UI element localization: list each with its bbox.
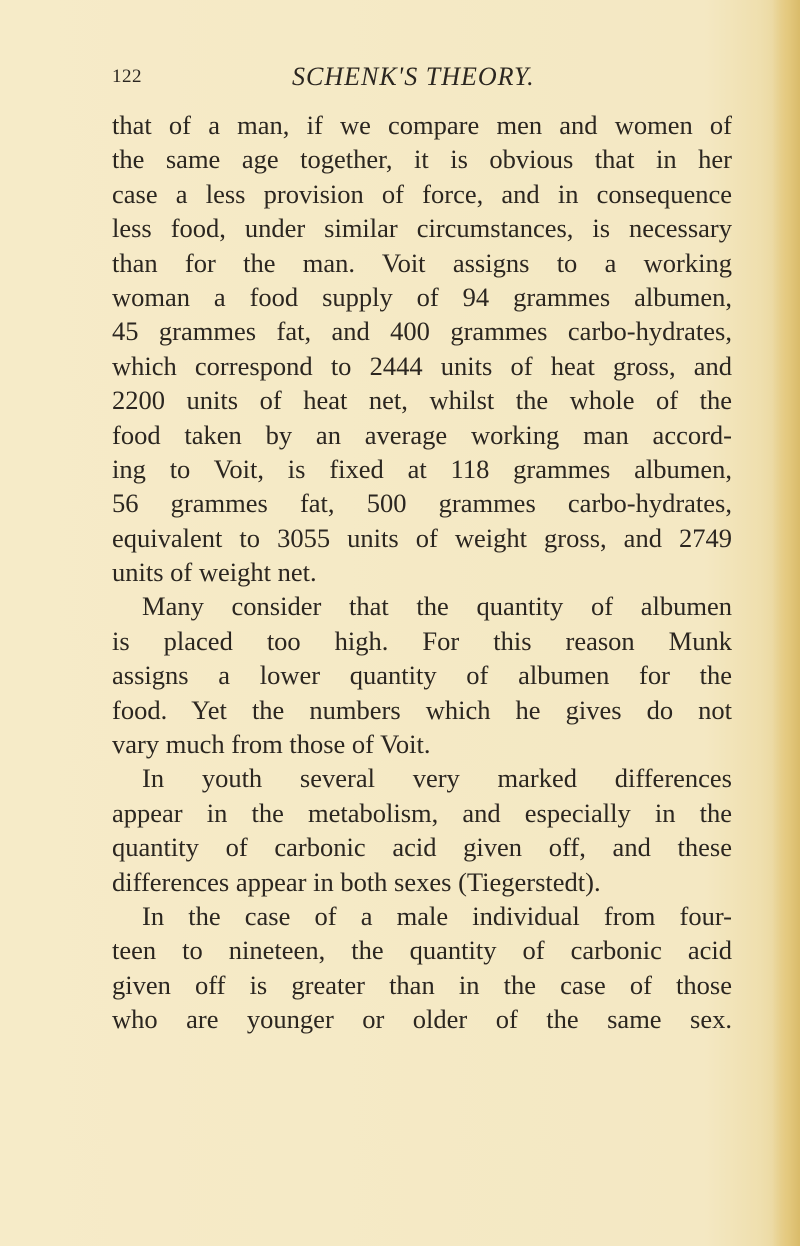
- text-line: 2200 units of heat net, whilst the whole of the: [112, 385, 732, 416]
- text-line: units of weight net.: [112, 557, 317, 588]
- body-text: [112, 108, 732, 1037]
- text-line: appear in the metabolism, and especially in the: [112, 797, 732, 828]
- text-line: the same age together, it is obvious that in her: [112, 144, 732, 175]
- text-line: In the case of a male individual from four-: [142, 900, 732, 931]
- text-line: 56 grammes fat, 500 grammes carbo-hydrates,: [112, 488, 732, 519]
- text-line: woman a food supply of 94 grammes albumen,: [112, 281, 732, 312]
- text-line: which correspond to 2444 units of heat gross, and: [112, 350, 732, 381]
- running-head: SCHENK'S THEORY.: [292, 62, 535, 91]
- text-line: differences appear in both sexes (Tiegerstedt).: [112, 866, 601, 897]
- text-line: than for the man. Voit assigns to a working: [112, 247, 732, 278]
- text-line: teen to nineteen, the quantity of carbonic acid: [112, 935, 732, 966]
- text-line: In youth several very marked differences: [142, 763, 732, 794]
- text-line: is placed too high. For this reason Munk: [112, 625, 732, 656]
- text-line: food taken by an average working man accord-: [112, 419, 732, 450]
- text-line: ing to Voit, is fixed at 118 grammes albumen,: [112, 453, 732, 484]
- page-header: [112, 62, 752, 98]
- text-line: food. Yet the numbers which he gives do not: [112, 694, 732, 725]
- text-line: given off is greater than in the case of those: [112, 969, 732, 1000]
- text-line: vary much from those of Voit.: [112, 729, 431, 760]
- text-line: less food, under similar circumstances, is necessary: [112, 213, 732, 244]
- page-edge: [772, 0, 800, 1246]
- text-line: case a less provision of force, and in consequence: [112, 178, 732, 209]
- text-line: Many consider that the quantity of albumen: [142, 591, 732, 622]
- text-line: quantity of carbonic acid given off, and these: [112, 832, 732, 863]
- text-line: that of a man, if we compare men and women of: [112, 110, 732, 140]
- page-number: 122: [112, 66, 142, 87]
- text-line: who are younger or older of the same sex.: [112, 1004, 732, 1035]
- text-line: assigns a lower quantity of albumen for the: [112, 660, 732, 691]
- text-line: equivalent to 3055 units of weight gross, and 2749: [112, 522, 732, 553]
- text-line: 45 grammes fat, and 400 grammes carbo-hydrates,: [112, 316, 732, 347]
